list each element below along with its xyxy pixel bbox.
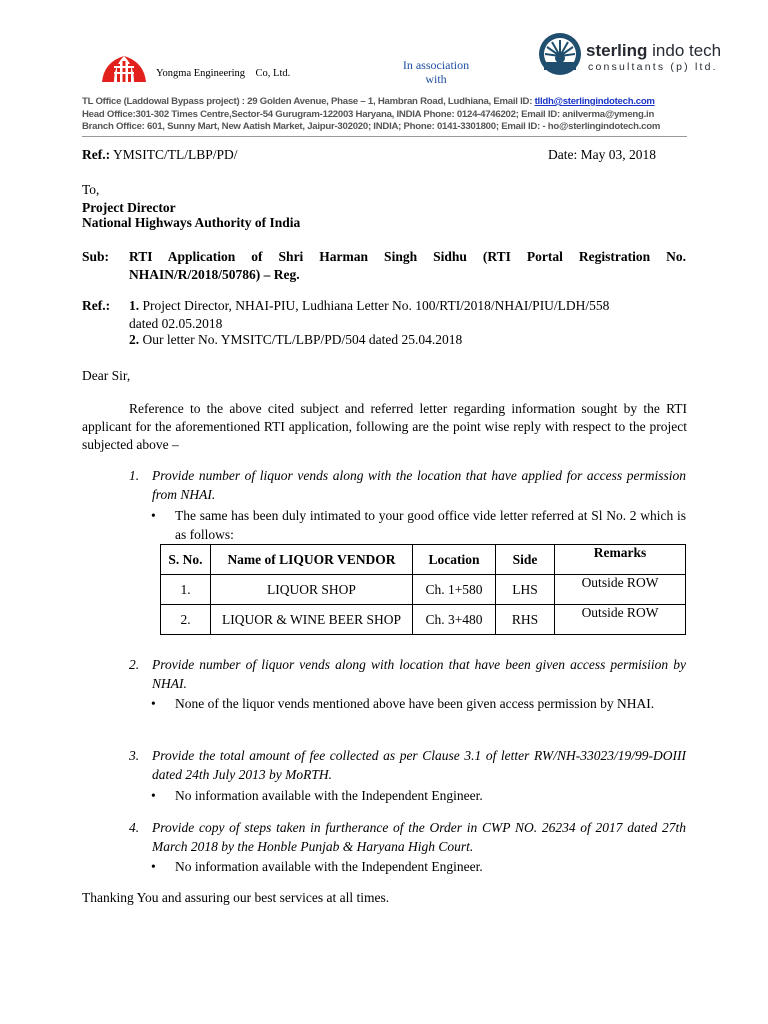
sterling-subtitle: consultants (p) ltd. [588,61,718,73]
point-2-question [129,655,686,693]
salutation: Dear Sir, [82,368,131,383]
subject-line-1: RTI Application of Shri Harman Singh Sidhu (RTI Portal Registration No. [129,249,686,264]
col-header-side: Side [496,545,555,575]
point-1-answer-text: The same has been duly intimated to your good office vide letter referred at Sl No. 2 which is as follows: [175,508,686,542]
reference-line [82,146,238,164]
point-4-answer [151,857,686,876]
liquor-vendor-table [160,544,686,635]
point-4-question [129,818,686,856]
reference-2 [129,331,462,349]
branch-office-address: Branch Office: 601, Sunny Mart, New Aatish Market, Jaipur-302020; INDIA; Phone: 0141-3301800; Email ID: - ho@sterlingindotech.com [82,121,661,132]
point-4-text: Provide copy of steps taken in furtherance of the Order in CWP NO. 26234 of 2017 dated 27th March 2018 by the Honble Punjab & Haryana High Court. [152,820,686,854]
point-4-answer-text: No information available with the Independent Engineer. [175,859,483,874]
point-4-number: 4. [129,820,140,835]
point-1-text: Provide number of liquor vends along with the location that have applied for access permission from NHAI. [152,468,686,502]
tl-office-address [82,96,655,108]
cell-remarks: Outside ROW [555,575,686,605]
tl-office-email-link[interactable]: tlldh@sterlingindotech.com [534,96,655,107]
intro-paragraph: Reference to the above cited subject and referred letter regarding information sought by the RTI applicant for the aforementioned RTI application, following are the point wise reply with respect to the project subjected above – [82,401,687,452]
recipient-title: Project Director [82,200,176,215]
sterling-company-name [586,42,721,60]
yongma-logo-icon [100,52,148,88]
cell-sno: 1. [161,575,211,605]
ref-label: Ref.: [82,147,111,162]
sterling-logo-icon [538,32,582,76]
cell-vendor: LIQUOR SHOP [211,575,413,605]
ref-value: YMSITC/TL/LBP/PD/ [110,147,238,162]
point-3-question [129,746,686,784]
col-header-remarks: Remarks [555,545,686,575]
letterhead-divider [82,136,687,137]
table-row [161,605,686,635]
closing-line: Thanking You and assuring our best services at all times. [82,890,390,905]
reference-1-line-2: dated 02.05.2018 [129,316,223,331]
cell-side: LHS [496,575,555,605]
recipient-organization: National Highways Authority of India [82,215,301,230]
bullet-icon: • [151,859,156,874]
cell-location: Ch. 1+580 [413,575,496,605]
association-line-1: In association [402,58,470,72]
sterling-name-rest: indo tech [647,41,722,60]
tl-office-text: TL Office (Laddowal Bypass project) : 29 Golden Avenue, Phase – 1, Hambran Road, Ludhiana, Email ID: [82,96,535,107]
col-header-location: Location [413,545,496,575]
letter-date: Date: May 03, 2018 [548,147,656,162]
point-2-answer-text: None of the liquor vends mentioned above have been given access permission by NHAI. [175,696,655,711]
cell-side: RHS [496,605,555,635]
subject-label: Sub: [82,249,110,264]
point-3-number: 3. [129,748,140,763]
point-3-text: Provide the total amount of fee collected as per Clause 3.1 of letter RW/NH-33023/19/99-DOIII dated 24th July 2013 by MoRTH. [152,748,686,782]
bullet-icon: • [151,788,156,803]
point-2-number: 2. [129,657,140,672]
cell-remarks: Outside ROW [555,605,686,635]
reference-1-number: 1. [129,298,140,313]
reference-2-number: 2. [129,332,140,347]
reference-1-text: Project Director, NHAI-PIU, Ludhiana Letter No. 100/RTI/2018/NHAI/PIU/LDH/558 [139,298,610,313]
point-1-answer [151,506,686,544]
head-office-address: Head Office:301-302 Times Centre,Sector-54 Gurugram-122003 Haryana, INDIA Phone: 0124-4746202; Email ID: anilverma@ymeng.in [82,109,655,120]
bullet-icon: • [151,508,156,523]
point-1-question [129,466,686,504]
reference-1-line-1 [129,297,609,315]
table-header-row [161,545,686,575]
association-note [384,58,488,86]
subject-line-2: NHAIN/R/2018/50786) – Reg. [129,267,300,282]
reference-2-text: Our letter No. YMSITC/TL/LBP/PD/504 dated 25.04.2018 [139,332,463,347]
point-3-answer [151,786,686,805]
col-header-sno: S. No. [161,545,211,575]
point-2-answer [151,694,686,713]
point-3-answer-text: No information available with the Independent Engineer. [175,788,483,803]
association-line-2: with [425,72,447,86]
cell-sno: 2. [161,605,211,635]
bullet-icon: • [151,696,156,711]
point-2-text: Provide number of liquor vends along with location that have been given access permisiion by NHAI. [152,657,686,691]
references-label: Ref.: [82,298,111,313]
cell-vendor: LIQUOR & WINE BEER SHOP [211,605,413,635]
yongma-company-name: Yongma Engineering Co, Ltd. [156,68,291,79]
sterling-name-bold: sterling [586,41,648,60]
col-header-vendor: Name of LIQUOR VENDOR [211,545,413,575]
table-row [161,575,686,605]
point-1-number: 1. [129,468,140,483]
to-line: To, [82,182,100,197]
cell-location: Ch. 3+480 [413,605,496,635]
